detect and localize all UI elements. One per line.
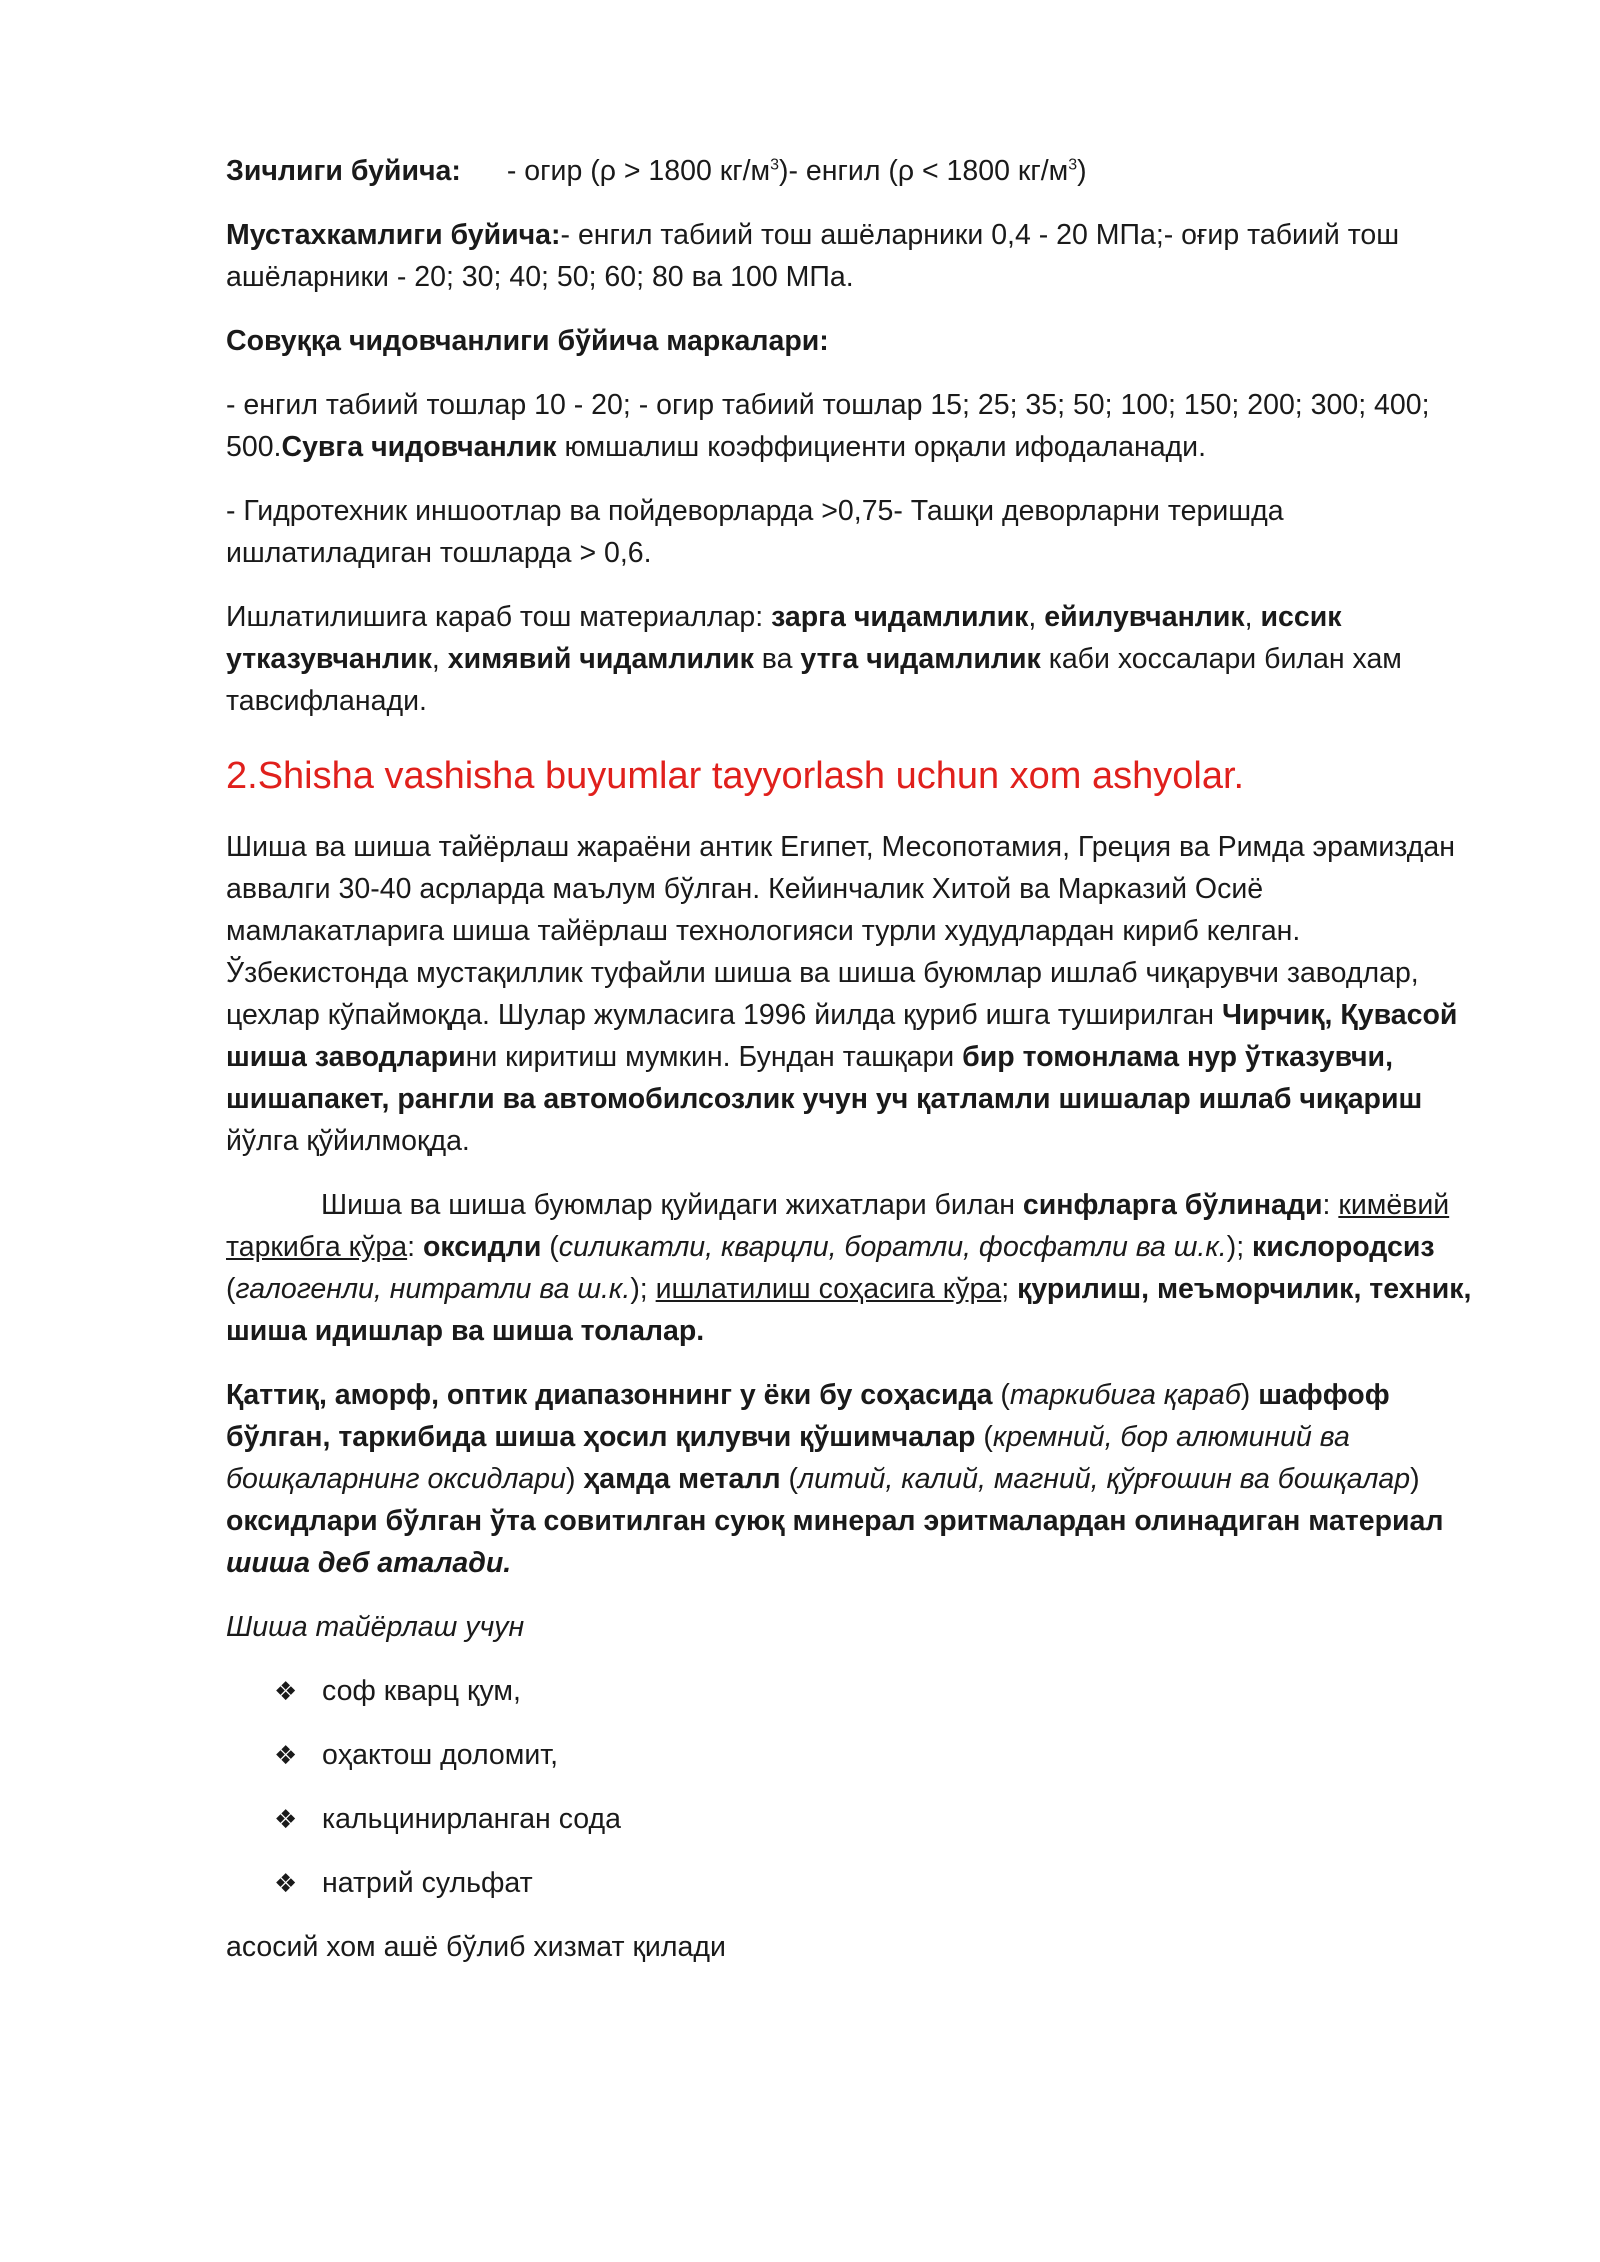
document-page bbox=[226, 150, 1476, 1990]
strength-label: Мустахкамлиги буйича: bbox=[226, 219, 561, 251]
frost-resistance-heading: Совуққа чидовчанлиги бўйича маркалари: bbox=[226, 325, 829, 357]
diamond-bullet-icon: ❖ bbox=[274, 1804, 298, 1834]
glass-definition-paragraph: Қаттиқ, аморф, оптик диапазоннинг у ёки бу соҳасида (таркибига қараб) шаффоф бўлган, таркибида шиша ҳосил қилувчи қўшимчалар (кремний, бор алюминий ва бошқаларнинг оксидлари) ҳамда металл (литий, калий, магний, қўрғошин ва бошқалар) оксидлари бўлган ўта совитилган суюқ минерал эритмалардан олинадиган материал шиша деб аталади. bbox=[226, 1379, 1444, 1579]
softening-coefficient-paragraph: - Гидротехник иншоотлар ва пойдеворларда >0,75- Ташқи деворларни теришда ишлатиладиган тошларда > 0,6. bbox=[226, 495, 1284, 569]
density-unit-exponent: 3 bbox=[1068, 156, 1078, 174]
glass-history-paragraph: Шиша ва шиша тайёрлаш жараёни антик Египет, Месопотамия, Греция ва Римда эрамиздан аввалги 30-40 асрларда маълум бўлган. Кейинчалик Хитой ва Марказий Осиё мамлакатларига шиша тайёрлаш технологияси турли худудлардан кириб келган. Ўзбекистонда мустақиллик туфайли шиша ва шиша буюмлар ишлаб чиқарувчи заводлар, цехлар кўпаймоқда. Шулар жумласига 1996 йилда қуриб ишга туширилган Чирчиқ, Қувасой шиша заводларини киритиш мумкин. Бундан ташқари бир томонлама нур ўтказувчи, шишапакет, рангли ва автомобилсозлик учун уч қатламли шишалар ишлаб чиқариш йўлга қўйилмоқда. bbox=[226, 831, 1458, 1157]
diamond-bullet-icon: ❖ bbox=[274, 1676, 298, 1706]
water-resistance-term: Сувга чидовчанлик bbox=[281, 431, 557, 463]
list-item: ❖ оҳактош доломит, bbox=[274, 1734, 1476, 1776]
density-unit-exponent: 3 bbox=[770, 156, 780, 174]
density-label: Зичлиги буйича: bbox=[226, 155, 461, 187]
list-item: ❖ кальцинирланган сода bbox=[274, 1798, 1476, 1840]
raw-materials-list bbox=[226, 1670, 1476, 1904]
frost-grades-paragraph: - енгил табиий тошлар 10 - 20; - огир табиий тошлар 15; 25; 35; 50; 100; 150; 200; 300; 400; 500.Сувга чидовчанлик юмшалиш коэффициенти орқали ифодаланади. bbox=[226, 389, 1430, 463]
section-heading: 2.Shisha vashisha buyumlar tayyorlash uchun xom ashyolar. bbox=[226, 755, 1245, 797]
raw-materials-conclusion: асосий хом ашё бўлиб хизмат қилади bbox=[226, 1931, 726, 1963]
list-item: ❖ натрий сульфат bbox=[274, 1862, 1476, 1904]
glass-classification-paragraph: Шиша ва шиша буюмлар қуйидаги жихатлари билан синфларга бўлинади: кимёвий таркибга кўра: оксидли (силикатли, кварцли, боратли, фосфатли ва ш.к.); кислородсиз (галогенли, нитратли ва ш.к.); ишлатилиш соҳасига кўра; қурилиш, меъморчилик, техник, шиша идишлар ва шиша толалар. bbox=[226, 1189, 1472, 1347]
density-light-text: )- енгил (ρ < 1800 кг/м bbox=[779, 155, 1069, 187]
list-item: ❖ соф кварц қум, bbox=[274, 1670, 1476, 1712]
diamond-bullet-icon: ❖ bbox=[274, 1868, 298, 1898]
strength-text: - енгил табиий тош ашёларники 0,4 - 20 МПа;- оғир табиий тош ашёларники - 20; 30; 40; 50; 60; 80 ва 100 МПа. bbox=[226, 219, 1400, 293]
density-paragraph: Зичлиги буйича: - огир (ρ > 1800 $кг/м^3)-$ енгил (ρ < 1800 $кг/м^3$) bbox=[226, 155, 1087, 187]
diamond-bullet-icon: ❖ bbox=[274, 1740, 298, 1770]
properties-paragraph: Ишлатилишига караб тош материаллар: зарга чидамлилик, ейилувчанлик, иссик утказувчанлик, химявий чидамлилик ва утга чидамлилик каби хоссалари билан хам тавсифланади. bbox=[226, 601, 1402, 717]
strength-paragraph bbox=[226, 214, 1476, 298]
raw-materials-intro: Шиша тайёрлаш учун bbox=[226, 1611, 525, 1643]
density-heavy-text: - огир (ρ > 1800 кг/м bbox=[506, 155, 771, 187]
